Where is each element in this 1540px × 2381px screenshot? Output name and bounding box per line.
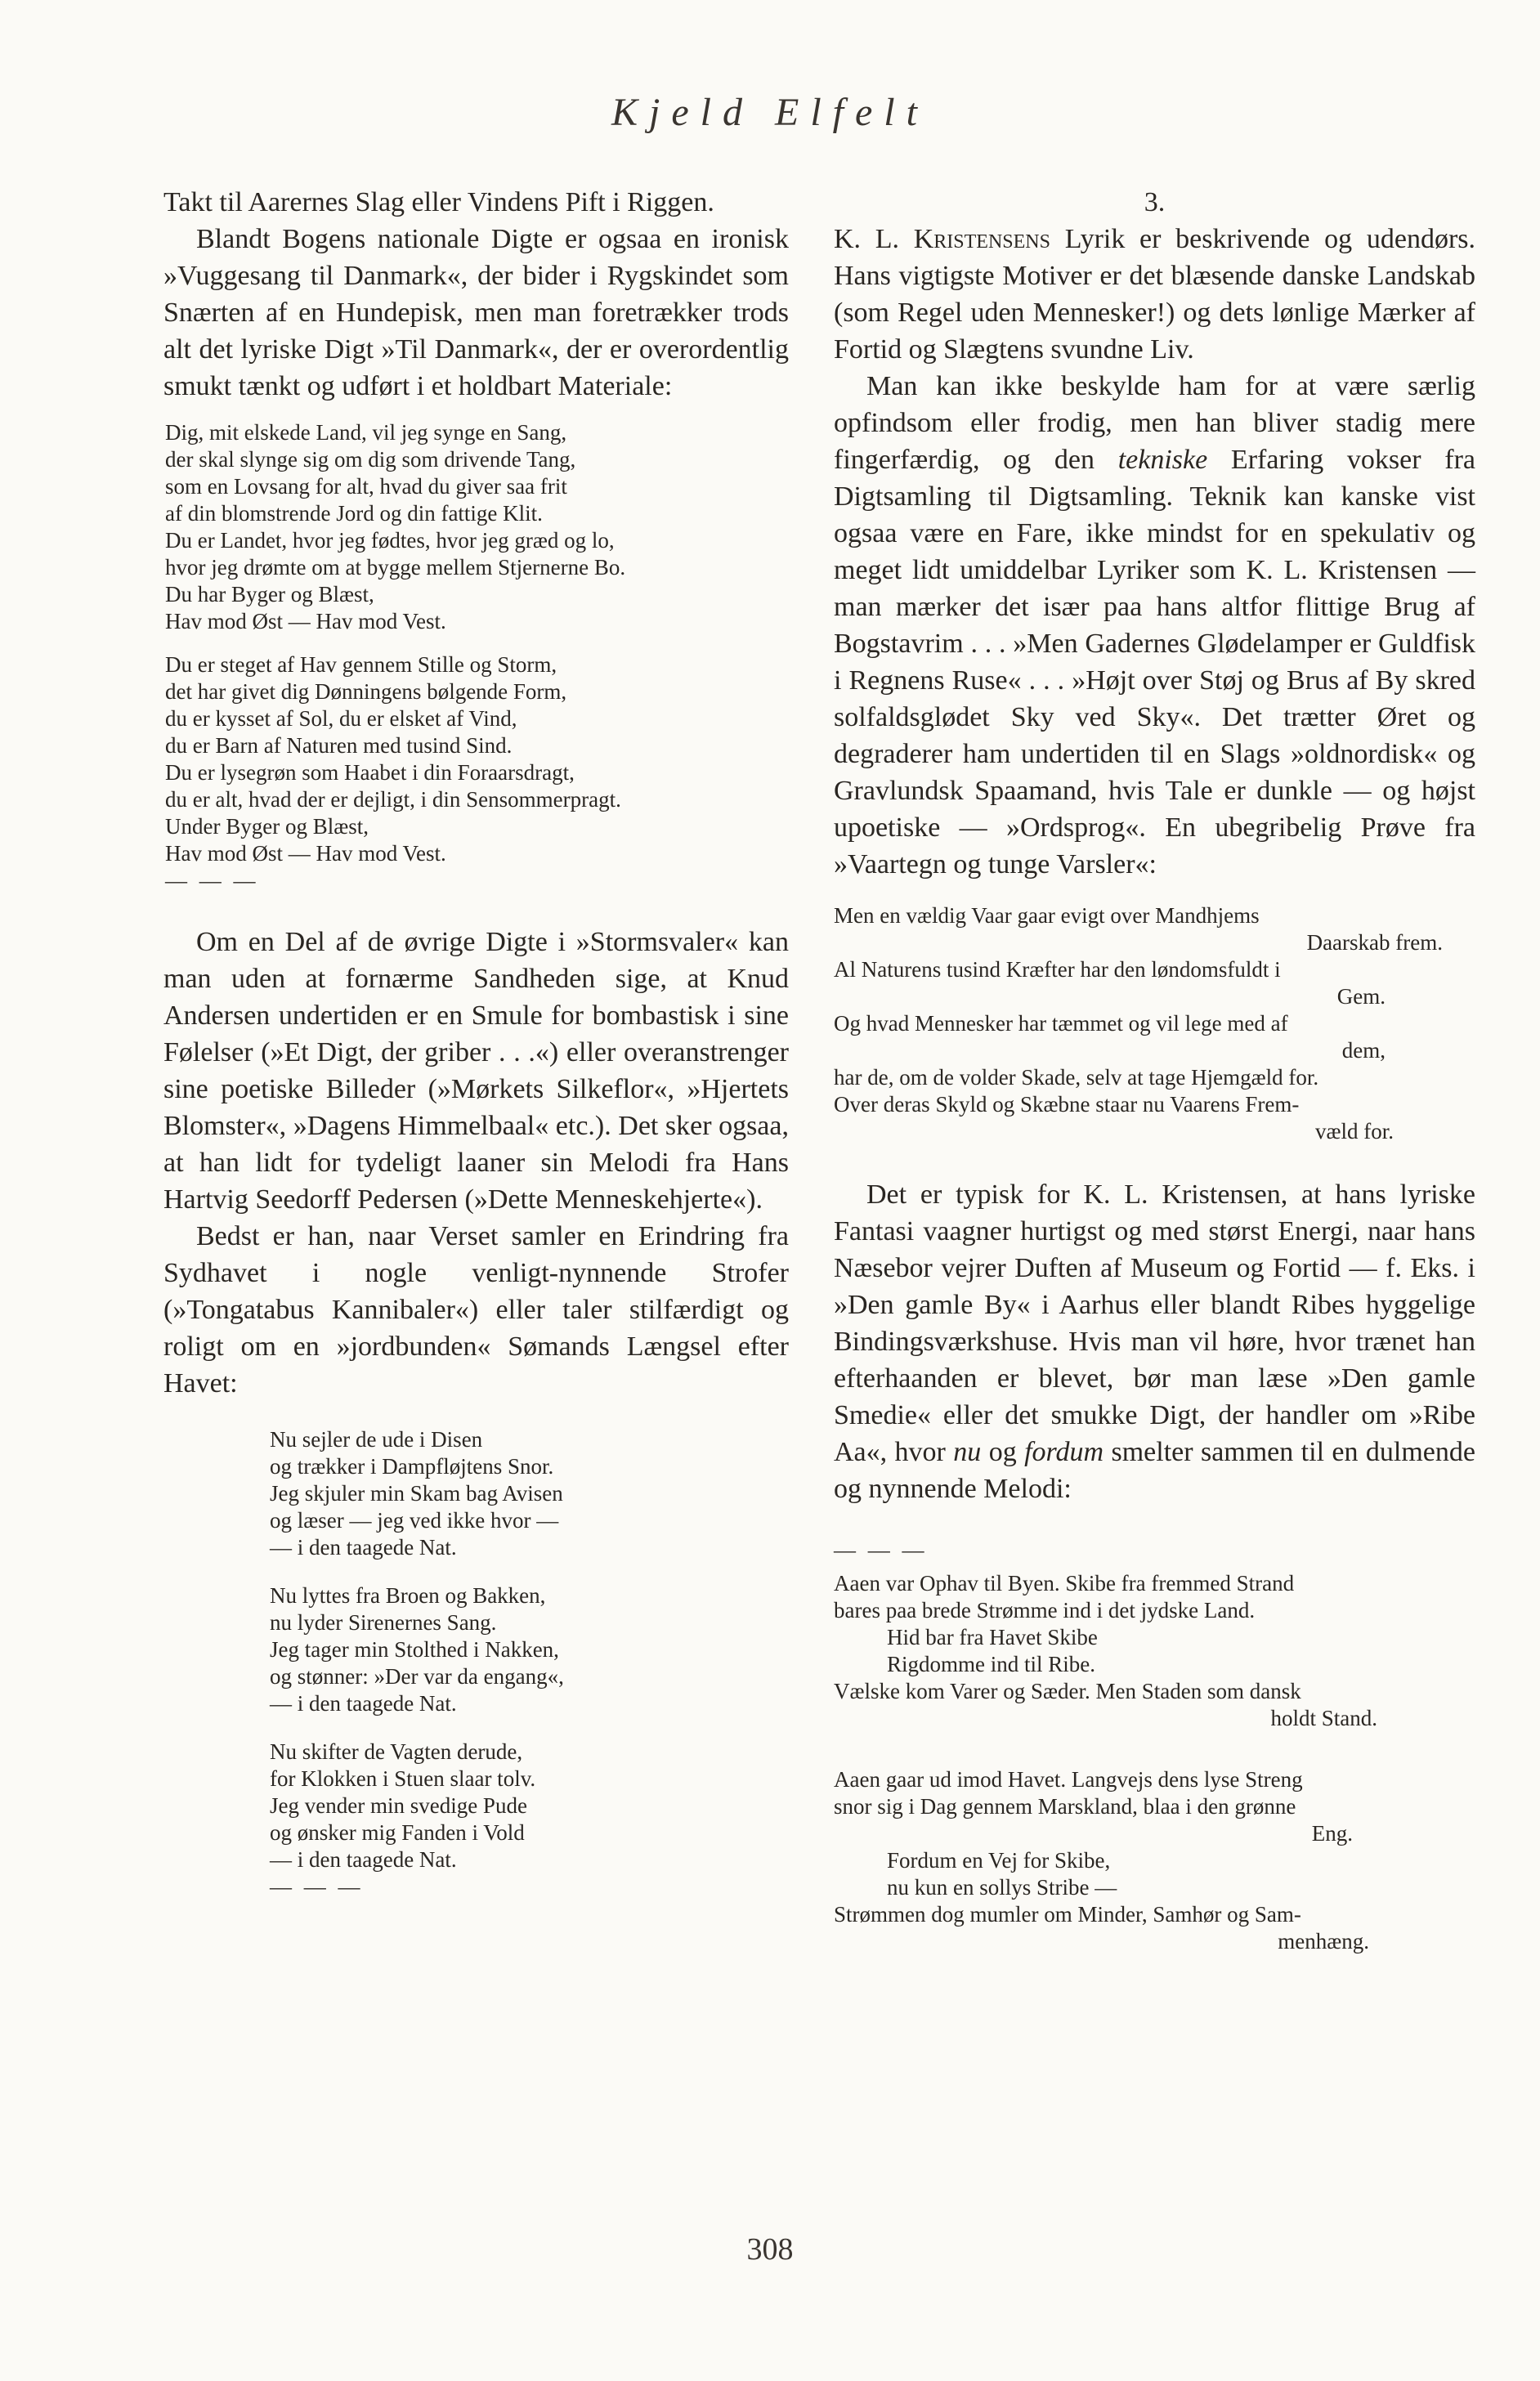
paragraph xyxy=(834,368,1475,883)
poem-line: og trækker i Dampfløjtens Snor. xyxy=(270,1454,554,1479)
section-divider: — — — xyxy=(165,868,259,893)
poem-line: Hid bar fra Havet Skibe xyxy=(887,1625,1098,1649)
poem-line: Gem. xyxy=(1336,984,1386,1009)
poem-line: det har givet dig Dønningens bølgende Form, xyxy=(165,679,567,704)
page-number: 308 xyxy=(746,2232,794,2267)
paragraph xyxy=(834,221,1475,368)
section-number: 3. xyxy=(1144,187,1166,217)
paragraph-text: smelter sammen til en dulmende og nynnende Melodi: xyxy=(834,1437,1475,1504)
paragraph: Bedst er han, naar Verset samler en Erindring fra Sydhavet i nogle venligt-nynnende Strofer (»Tongatabus Kannibaler«) eller taler stilfærdigt og roligt om en »jordbunden« Sømands Længsel efter Havet: xyxy=(163,1221,789,1399)
left-column xyxy=(163,184,789,1900)
poem-line: Rigdomme ind til Ribe. xyxy=(887,1652,1095,1676)
paragraph: Blandt Bogens nationale Digte er ogsaa en ironisk »Vuggesang til Danmark«, der bider i Rygskindet som Snærten af en Hundepisk, men man foretrækker trods alt det lyriske Digt »Til Danmark«, der er overordentlig smukt tænkt og udført i et holdbart Materiale: xyxy=(163,224,789,401)
poem-line: bares paa brede Strømme ind i det jydske Land. xyxy=(834,1598,1256,1622)
poem-line: hvor jeg drømte om at bygge mellem Stjernerne Bo. xyxy=(165,555,626,580)
paragraph-text: Erfaring vokser fra Digtsamling til Digtsamling. Teknik kan kanske vist ogsaa være en Fare, ikke mindst for en spekulativ og meget lidt umiddelbar Lyriker som K. L. Kristensen — man mærker det især paa hans altfor flittige Brug af Bogstavrim . . . »Men Gadernes Glødelamper er Guldfisk i Regnens Ruse« . . . »Højt over Støj og Brus af By skred solfaldsglødet Sky ved Sky«. Det trætter Øret og degraderer ham undertiden til en Slags »oldnordisk« og Gravlundsk Spaamand, hvis Tale er dunkle — og højst upoetiske — »Ordsprog«. En ubegribelig Prøve fra »Vaartegn og tunge Varsler«: xyxy=(834,445,1476,879)
poem-line: Aaen gaar ud imod Havet. Langvejs dens lyse Streng xyxy=(834,1767,1303,1792)
paragraph-text: og xyxy=(981,1437,1025,1467)
poem-line: Al Naturens tusind Kræfter har den løndomsfuldt i xyxy=(834,957,1281,982)
poem-line: — i den taagede Nat. xyxy=(270,1535,457,1560)
poem-line: — i den taagede Nat. xyxy=(270,1847,457,1872)
poem-vaartegn xyxy=(834,902,1475,1145)
poem-ribe-aa xyxy=(834,1537,1475,1955)
poem-stanza xyxy=(165,651,789,867)
poem-line: Du har Byger og Blæst, xyxy=(165,582,374,606)
poem-line: Dig, mit elskede Land, vil jeg synge en Sang, xyxy=(165,420,567,445)
poem-line: Nu sejler de ude i Disen xyxy=(270,1427,483,1452)
poem-nu-sejler xyxy=(163,1426,789,1900)
poem-line: Under Byger og Blæst, xyxy=(165,814,369,839)
paragraph: Takt til Aarernes Slag eller Vindens Pift i Riggen. xyxy=(163,187,714,217)
poem-line: dem, xyxy=(1341,1038,1386,1063)
poem-line: Jeg vender min svedige Pude xyxy=(270,1793,527,1818)
paragraph xyxy=(834,1176,1475,1507)
poem-line: holdt Stand. xyxy=(1270,1706,1377,1730)
poem-line: Nu skifter de Vagten derude, xyxy=(270,1739,523,1764)
poem-line: Du er steget af Hav gennem Stille og Storm, xyxy=(165,652,557,677)
right-column xyxy=(834,184,1475,1955)
emphasis: tekniske xyxy=(1117,445,1208,475)
emphasis: fordum xyxy=(1024,1437,1104,1467)
poem-line: Strømmen dog mumler om Minder, Samhør og Sam- xyxy=(834,1902,1301,1927)
poem-line: Og hvad Mennesker har tæmmet og vil lege med af xyxy=(834,1011,1288,1036)
poem-line: Over deras Skyld og Skæbne staar nu Vaarens Frem- xyxy=(834,1092,1300,1117)
poem-line: af din blomstrende Jord og din fattige Klit. xyxy=(165,501,543,526)
poem-line: du er kysset af Sol, du er elsket af Vind, xyxy=(165,706,517,731)
running-header: Kjeld Elfelt xyxy=(611,91,929,134)
poem-line: Vælske kom Varer og Sæder. Men Staden som dansk xyxy=(834,1679,1301,1703)
poem-line: Eng. xyxy=(1311,1821,1353,1846)
section-divider: — — — xyxy=(834,1537,928,1562)
poem-line: Jeg tager min Stolthed i Nakken, xyxy=(270,1637,559,1662)
poem-line: Du er lysegrøn som Haabet i din Foraarsdragt, xyxy=(165,760,575,785)
poem-til-danmark xyxy=(163,419,789,894)
poem-line: Hav mod Øst — Hav mod Vest. xyxy=(165,841,446,866)
paragraph-text: Lyrik er beskrivende og udendørs. Hans vigtigste Motiver er det blæsende danske Landskab (som Regel uden Mennesker!) og dets lønlige Mærker af Fortid og Slægtens svundne Liv. xyxy=(834,224,1475,365)
poem-line: snor sig i Dag gennem Marskland, blaa i den grønne xyxy=(834,1794,1296,1819)
poem-line: som en Lovsang for alt, hvad du giver saa frit xyxy=(165,474,567,499)
poem-line: har de, om de volder Skade, selv at tage Hjemgæld for. xyxy=(834,1065,1319,1090)
poem-line: du er alt, hvad der er dejligt, i din Sensommerpragt. xyxy=(165,787,621,812)
poem-line: Fordum en Vej for Skibe, xyxy=(887,1848,1111,1873)
poem-line: Daarskab frem. xyxy=(1306,930,1443,955)
poem-line: menhæng. xyxy=(1278,1929,1369,1954)
poem-line: Nu lyttes fra Broen og Bakken, xyxy=(270,1583,546,1608)
poem-line: Hav mod Øst — Hav mod Vest. xyxy=(165,609,446,633)
poem-line: nu kun en sollys Stribe — xyxy=(887,1875,1117,1900)
author-name: K. L. Kristensens xyxy=(834,224,1050,254)
poem-line: Jeg skjuler min Skam bag Avisen xyxy=(270,1481,563,1506)
poem-line: — i den taagede Nat. xyxy=(270,1691,457,1716)
poem-line: og stønner: »Der var da engang«, xyxy=(270,1664,564,1689)
poem-line: nu lyder Sirenernes Sang. xyxy=(270,1610,497,1635)
poem-line: du er Barn af Naturen med tusind Sind. xyxy=(165,733,513,758)
paragraph-text: Det er typisk for K. L. Kristensen, at hans lyriske Fantasi vaagner hurtigst og med størst Energi, naar hans Næsebor vejrer Duften af Museum og Fortid — f. Eks. i »Den gamle By« i Aarhus eller blandt Ribes hyggelige Bindingsværkshuse. Hvis man vil høre, hvor trænet han efterhaanden er blevet, bør man læse »Den gamle Smedie« eller det smukke Digt, der handler om »Ribe Aa«, hvor xyxy=(834,1179,1475,1467)
poem-line: og ønsker mig Fanden i Vold xyxy=(270,1820,525,1845)
poem-line: der skal slynge sig om dig som drivende Tang, xyxy=(165,447,576,472)
paragraph: Om en Del af de øvrige Digte i »Stormsvaler« kan man uden at fornærme Sandheden sige, at Knud Andersen undertiden er en Smule for bombastisk i sine Følelser (»Et Digt, der griber . . .«) eller overanstrenger sine poetiske Billeder (»Mørkets Silkeflor«, »Hjertets Blomster«, »Dagens Himmelbaal« etc.). Det sker ogsaa, at han lidt for tydeligt laaner sin Melodi fra Hans Hartvig Seedorff Pedersen (»Dette Menneskehjerte«). xyxy=(163,927,789,1215)
poem-line: Aaen var Ophav til Byen. Skibe fra fremmed Strand xyxy=(834,1571,1295,1596)
section-divider: — — — xyxy=(270,1874,364,1899)
poem-line: væld for. xyxy=(1314,1119,1394,1144)
paragraph-text: Man kan ikke beskylde ham for at være særlig opfindsom eller frodig, men han bliver stadig mere fingerfærdig, og den xyxy=(834,371,1475,475)
poem-stanza xyxy=(165,419,789,635)
emphasis: nu xyxy=(953,1437,982,1467)
poem-stanza xyxy=(270,1582,789,1717)
poem-line: for Klokken i Stuen slaar tolv. xyxy=(270,1766,536,1791)
poem-stanza xyxy=(270,1426,789,1561)
poem-line: og læser — jeg ved ikke hvor — xyxy=(270,1508,559,1533)
poem-line: Du er Landet, hvor jeg fødtes, hvor jeg græd og lo, xyxy=(165,528,615,553)
poem-line: Men en vældig Vaar gaar evigt over Mandhjems xyxy=(834,903,1260,928)
poem-stanza xyxy=(270,1739,789,1873)
